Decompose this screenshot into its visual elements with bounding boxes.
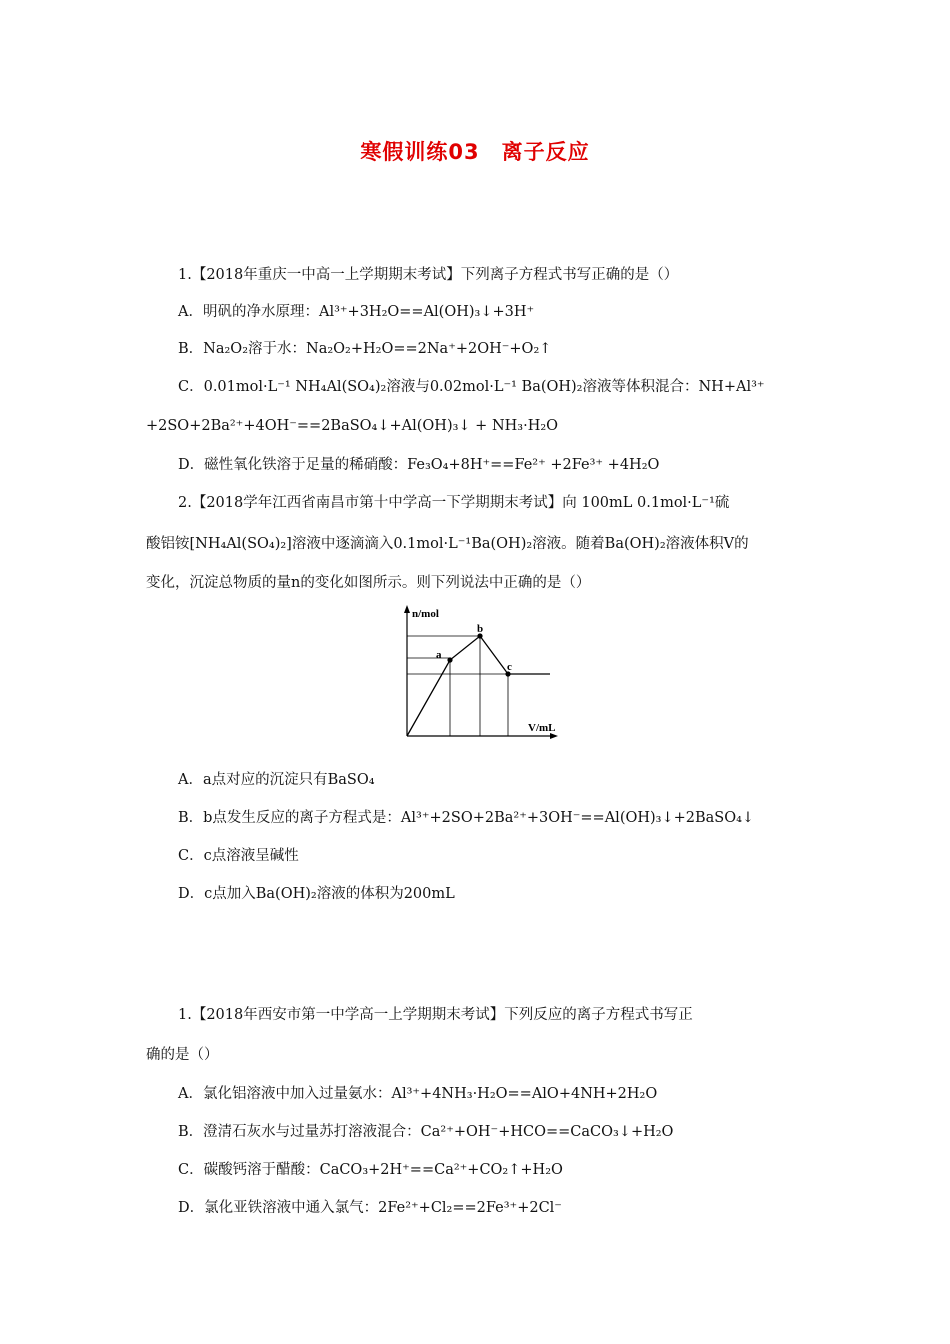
question-1-option-b: B．Na₂O₂溶于水：Na₂O₂+H₂O==2Na⁺+2OH⁻+O₂↑: [178, 341, 552, 357]
question-2-option-c: C．c点溶液呈碱性: [178, 848, 299, 864]
point-c-label: c: [507, 661, 512, 673]
question-1-option-a: A．明矾的净水原理：Al³⁺+3H₂O==Al(OH)₃↓+3H⁺: [178, 304, 535, 320]
page-title: 寒假训练03 离子反应: [360, 140, 590, 164]
point-b-label: b: [477, 623, 484, 635]
question-3-stem-line2: 确的是（）: [146, 1047, 219, 1063]
y-axis-label: n/mol: [412, 608, 439, 620]
question-2-stem-line2: 酸铝铵[NH₄Al(SO₄)₂]溶液中逐滴滴入0.1mol·L⁻¹Ba(OH)₂溶液。随着Ba(OH)₂溶液体积V的: [146, 536, 749, 552]
question-1-stem: 1.【2018年重庆一中高一上学期期末考试】下列离子方程式书写正确的是（）: [178, 267, 679, 283]
question-3-stem-line1: 1.【2018年西安市第一中学高一上学期期末考试】下列反应的离子方程式书写正: [178, 1007, 693, 1023]
question-2-option-d: D．c点加入Ba(OH)₂溶液的体积为200mL: [178, 886, 455, 902]
question-3-option-c: C．碳酸钙溶于醋酸：CaCO₃+2H⁺==Ca²⁺+CO₂↑+H₂O: [178, 1162, 563, 1178]
precipitate-graph: [370, 602, 560, 742]
precipitate-curve: [407, 636, 550, 736]
question-1-option-d: D．磁性氧化铁溶于足量的稀硝酸：Fe₃O₄+8H⁺==Fe²⁺ +2Fe³⁺ +4H₂O: [178, 457, 660, 473]
point-a: [447, 657, 452, 662]
question-1-option-c-line2: +2SO+2Ba²⁺+4OH⁻==2BaSO₄↓+Al(OH)₃↓ + NH₃·H₂O: [146, 418, 559, 434]
question-2-option-a: A．a点对应的沉淀只有BaSO₄: [178, 772, 375, 788]
y-axis-arrow: [404, 605, 410, 613]
question-2-option-b: B．b点发生反应的离子方程式是：Al³⁺+2SO+2Ba²⁺+3OH⁻==Al(OH)₃↓+2BaSO₄↓: [178, 810, 755, 826]
question-3-option-b: B．澄清石灰水与过量苏打溶液混合：Ca²⁺+OH⁻+HCO==CaCO₃↓+H₂O: [178, 1124, 674, 1140]
question-3-option-d: D．氯化亚铁溶液中通入氯气：2Fe²⁺+Cl₂==2Fe³⁺+2Cl⁻: [178, 1200, 562, 1216]
question-2-stem-line3: 变化，沉淀总物质的量n的变化如图所示。则下列说法中正确的是（）: [146, 575, 591, 591]
x-axis-label: V/mL: [528, 722, 556, 734]
question-3-option-a: A．氯化铝溶液中加入过量氨水：Al³⁺+4NH₃·H₂O==AlO+4NH+2H₂O: [178, 1086, 658, 1102]
question-2-stem-line1: 2.【2018学年江西省南昌市第十中学高一下学期期末考试】向 100mL 0.1mol·L⁻¹硫: [178, 495, 730, 511]
question-1-option-c-line1: C．0.01mol·L⁻¹ NH₄Al(SO₄)₂溶液与0.02mol·L⁻¹ Ba(OH)₂溶液等体积混合：NH+Al³⁺: [178, 379, 765, 395]
point-a-label: a: [436, 649, 442, 661]
